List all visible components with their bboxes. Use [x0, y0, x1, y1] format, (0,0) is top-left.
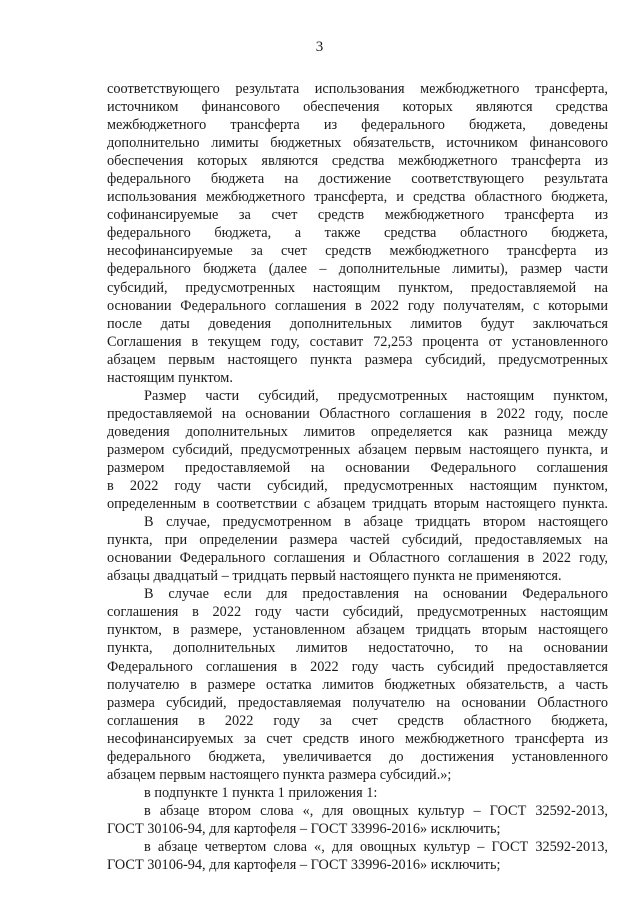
text-line: использования межбюджетного трансферта, и средства областного бюджета, [107, 189, 608, 206]
text-line: размером субсидий, предусмотренных абзацем первым настоящего пункта, и [107, 441, 608, 458]
text-line: Федерального соглашения в 2022 году часть субсидий предоставляется [107, 658, 608, 675]
page-number: 3 [315, 39, 324, 55]
text-line: пункта, дополнительных лимитов недостаточно, то на основании [107, 640, 608, 657]
text-line: основании Федерального соглашения и Областного соглашения в 2022 году, [107, 550, 608, 567]
text-line: Размер части субсидий, предусмотренных настоящим пунктом, [144, 387, 608, 404]
text-line: предоставляемой на основании Областного соглашения в 2022 году, после [107, 405, 608, 422]
text-line: определенным в соответствии с абзацем тридцать вторым настоящего пункта. [107, 496, 608, 513]
text-line: софинансируемые за счет средств межбюджетного трансферта из [107, 207, 608, 224]
text-line: обеспечения которых являются средства межбюджетного трансферта из [107, 153, 608, 170]
text-line: после даты доведения дополнительных лимитов будут заключаться [107, 315, 608, 332]
text-line: доведения дополнительных лимитов определяется как разница между [107, 423, 608, 440]
text-line: в подпункте 1 пункта 1 приложения 1: [144, 784, 378, 801]
text-line: несофинансируемые за счет средств межбюджетного трансферта из [107, 243, 608, 260]
text-line: федерального бюджета, а также средства областного бюджета, [107, 225, 608, 242]
text-line: источником финансового обеспечения которых являются средства [107, 99, 608, 116]
text-line: соглашения в 2022 году за счет средств областного бюджета, [107, 712, 608, 729]
text-line: соответствующего результата использования межбюджетного трансферта, [107, 81, 608, 97]
text-line: Соглашения в текущем году, составит 72,253 процента от установленного [107, 333, 608, 350]
text-line: получателю в размере остатка лимитов бюджетных обязательств, а часть [107, 676, 608, 693]
text-line: пункта, при определении размера частей субсидий, предоставляемых на [107, 532, 608, 549]
text-line: пунктом, в размере, установленном абзацем тридцать вторым настоящего [107, 622, 608, 639]
text-line: федерального бюджета (далее – дополнительные лимиты), размер части [107, 261, 608, 278]
text-line: абзацем первым настоящего пункта размера субсидий, предусмотренных [107, 351, 608, 368]
text-line: В случае если для предоставления на основании Федерального [144, 586, 608, 603]
text-line: несофинансируемых за счет средств иного межбюджетного трансферта из [107, 730, 608, 747]
text-line: соглашения в 2022 году части субсидий, предусмотренных настоящим [107, 604, 608, 621]
text-line: основании Федерального соглашения в 2022 году получателям, с которыми [107, 297, 608, 314]
text-line: В случае, предусмотренном в абзаце тридцать втором настоящего [144, 514, 608, 531]
text-line: размером предоставляемой на основании Федерального соглашения [107, 459, 608, 476]
document-body [107, 80, 608, 874]
text-line: федерального бюджета, увеличивается до достижения установленного [107, 748, 608, 765]
text-line: ГОСТ 30106-94, для картофеля – ГОСТ 33996-2016» исключить; [107, 857, 501, 874]
text-line: ГОСТ 30106-94, для картофеля – ГОСТ 33996-2016» исключить; [107, 820, 501, 837]
text-line: в 2022 году части субсидий, предусмотренных настоящим пунктом, [107, 478, 608, 495]
text-line: в абзаце втором слова «, для овощных культур – ГОСТ 32592-2013, [144, 802, 608, 819]
text-line: в абзаце четвертом слова «, для овощных культур – ГОСТ 32592-2013, [144, 838, 608, 855]
text-line: дополнительно лимиты бюджетных обязательств, источником финансового [107, 135, 608, 152]
text-line: абзацы двадцатый – тридцать первый настоящего пункта не применяются. [107, 568, 562, 585]
text-line: абзацем первым настоящего пункта размера субсидий.»; [107, 766, 452, 783]
text-line: настоящим пунктом. [107, 369, 233, 386]
text-line: размера субсидий, предоставляемая получателю на основании Областного [107, 694, 608, 711]
text-line: субсидий, предусмотренных настоящим пунктом, предоставляемой на [107, 279, 608, 296]
text-line: федерального бюджета на достижение соответствующего результата [107, 171, 608, 188]
text-line: межбюджетного трансферта из федерального бюджета, доведены [107, 117, 608, 134]
